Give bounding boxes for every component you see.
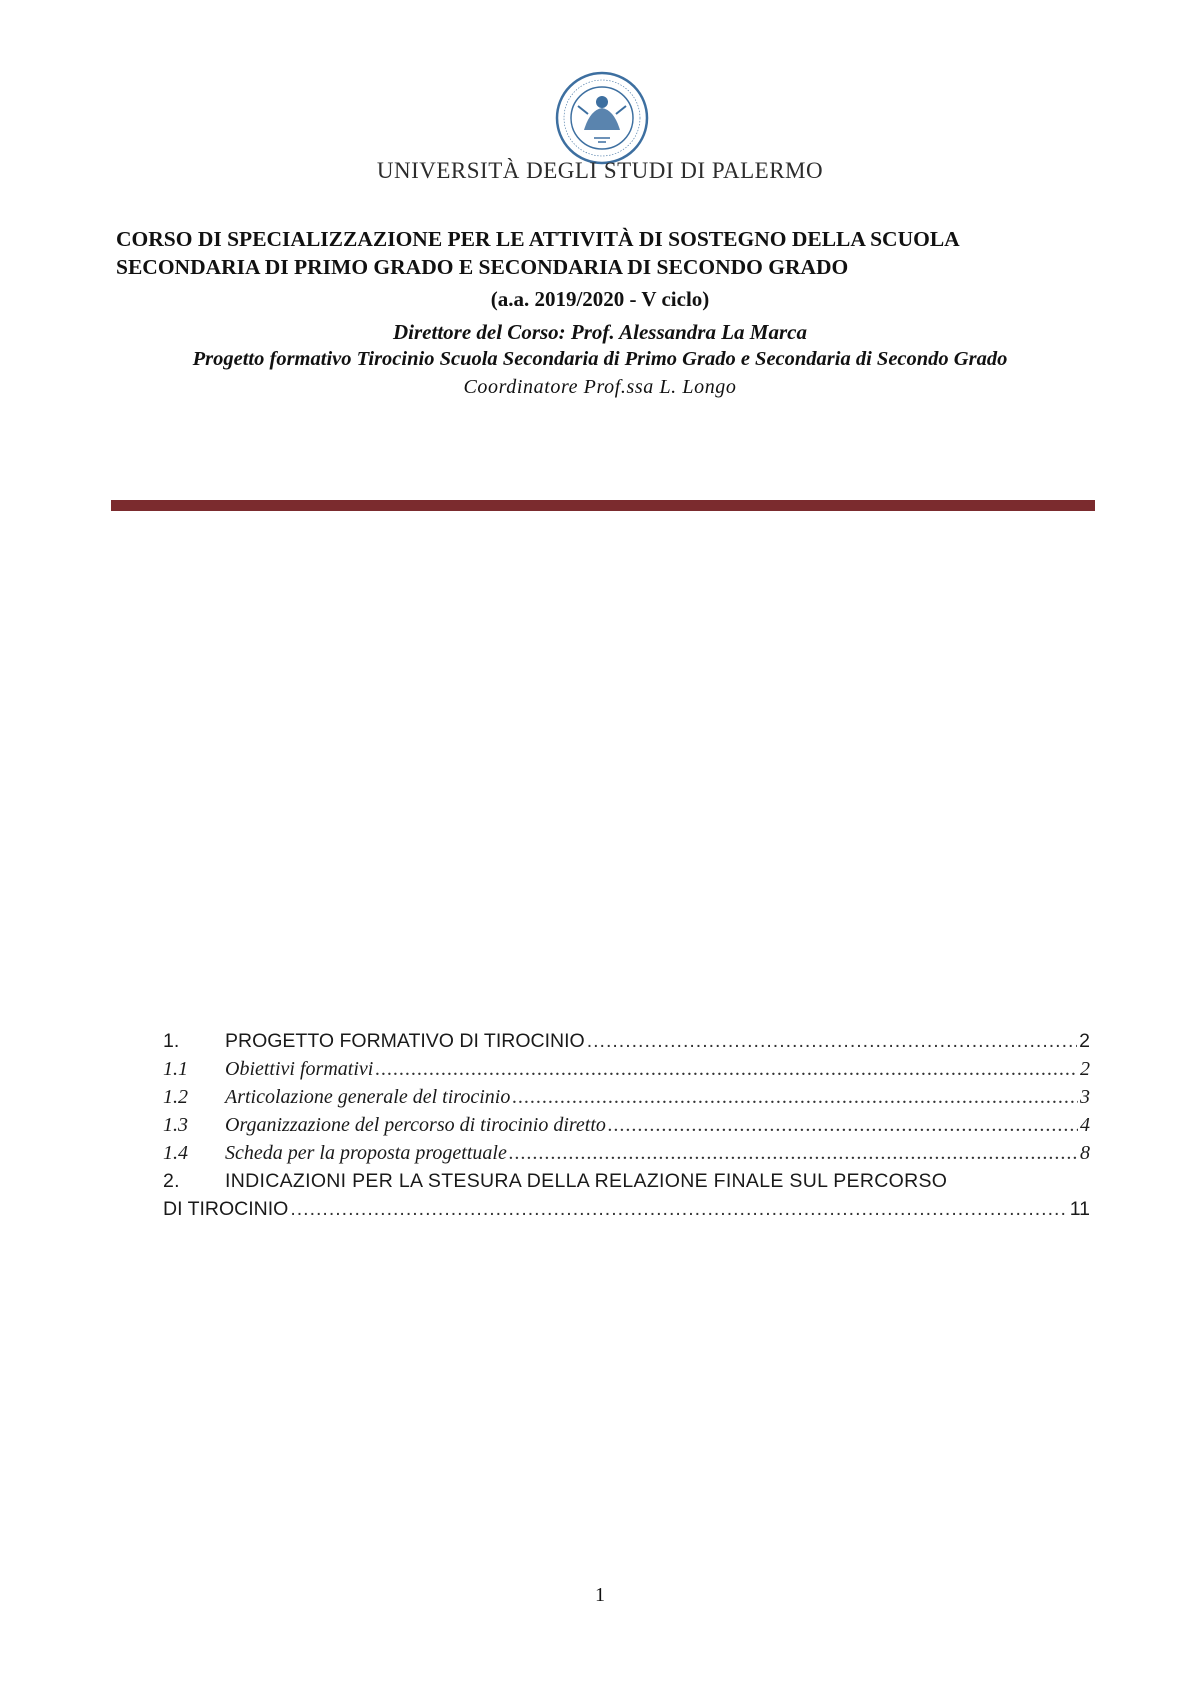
- toc-entry-page: 2: [1080, 1058, 1090, 1080]
- toc-entry-number: 1.3: [163, 1114, 188, 1136]
- toc-entry-title: Organizzazione del percorso di tirocinio diretto: [225, 1114, 606, 1136]
- table-of-contents: [163, 1030, 1090, 1226]
- toc-entry-title: PROGETTO FORMATIVO DI TIROCINIO: [225, 1030, 585, 1052]
- toc-entry[interactable]: [163, 1058, 1090, 1086]
- toc-entry[interactable]: [163, 1114, 1090, 1142]
- toc-entry[interactable]: [163, 1030, 1090, 1058]
- toc-entry-page: 3: [1080, 1086, 1090, 1108]
- toc-entry-number: 2.: [163, 1170, 180, 1192]
- toc-entry-title: Obiettivi formativi: [225, 1058, 374, 1080]
- toc-entry-number: 1.1: [163, 1058, 188, 1080]
- academic-year: (a.a. 2019/2020 - V ciclo): [490, 287, 710, 311]
- toc-entry-title: Scheda per la proposta progettuale: [225, 1142, 507, 1164]
- toc-entry[interactable]: [163, 1086, 1090, 1114]
- toc-entry-page: 8: [1080, 1142, 1090, 1164]
- toc-entry-page: 2: [1079, 1030, 1090, 1052]
- university-seal-icon: [554, 70, 650, 166]
- toc-leader-dots: [512, 1086, 1078, 1109]
- toc-leader-dots: [608, 1114, 1078, 1137]
- toc-leader-dots: [375, 1058, 1078, 1081]
- toc-entry-title-line-1: INDICAZIONI PER LA STESURA DELLA RELAZIONE FINALE SUL PERCORSO: [225, 1170, 948, 1192]
- course-title-line-1: CORSO DI SPECIALIZZAZIONE PER LE ATTIVITÀ DI SOSTEGNO DELLA SCUOLA: [116, 227, 960, 251]
- toc-entry-title-line-2: DI TIROCINIO: [163, 1198, 289, 1220]
- toc-entry-page: 4: [1080, 1114, 1090, 1136]
- page-number: 1: [595, 1584, 605, 1606]
- toc-entry-page: 11: [1069, 1198, 1090, 1220]
- toc-leader-dots: [587, 1030, 1077, 1053]
- course-director: Direttore del Corso: Prof. Alessandra La Marca: [393, 320, 807, 344]
- course-title: [116, 225, 1096, 281]
- course-title-line-2: SECONDARIA DI PRIMO GRADO E SECONDARIA DI SECONDO GRADO: [116, 255, 849, 279]
- toc-entry[interactable]: [163, 1142, 1090, 1170]
- university-name: UNIVERSITÀ DEGLI STUDI DI PALERMO: [376, 158, 824, 183]
- toc-leader-dots: [290, 1198, 1067, 1221]
- toc-entry-number: 1.: [163, 1030, 180, 1052]
- toc-entry-number: 1.4: [163, 1142, 188, 1164]
- toc-entry[interactable]: [163, 1170, 1090, 1226]
- toc-entry-number: 1.2: [163, 1086, 188, 1108]
- header-divider: [111, 500, 1095, 511]
- project-title: Progetto formativo Tirocinio Scuola Secondaria di Primo Grado e Secondaria di Secondo Grado: [192, 348, 1008, 370]
- toc-entry-title: Articolazione generale del tirocinio: [225, 1086, 511, 1108]
- coordinator: Coordinatore Prof.ssa L. Longo: [463, 376, 737, 398]
- toc-leader-dots: [509, 1142, 1078, 1165]
